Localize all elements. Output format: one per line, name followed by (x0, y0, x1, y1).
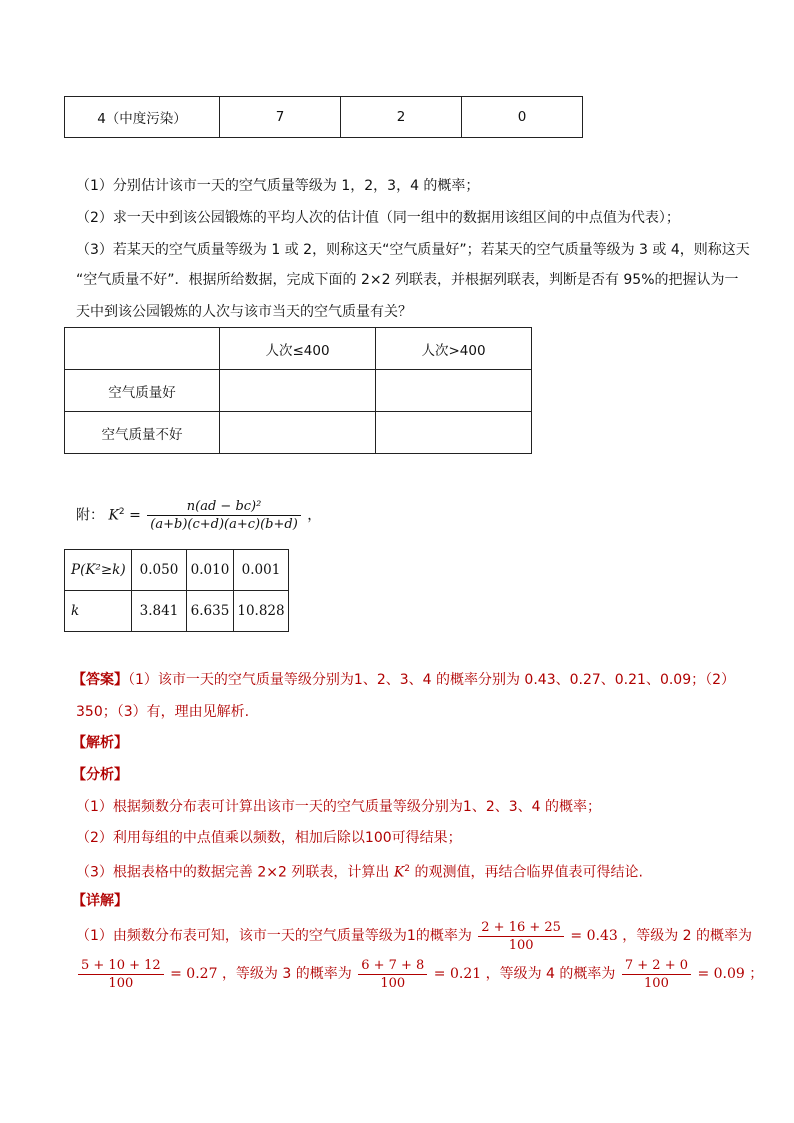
table-cell (376, 412, 532, 454)
table-cell (376, 370, 532, 412)
table-cell: 4（中度污染） (65, 97, 220, 138)
table-cell: 0 (462, 97, 583, 138)
fraction-grade-4 (622, 957, 691, 992)
table-header-cell: 人次>400 (376, 328, 532, 370)
fenxi-tag: 【分析】 (72, 767, 128, 783)
detail-line-1 (76, 917, 752, 955)
fraction-grade-2 (78, 957, 164, 992)
formula-lhs-sup: 2 (118, 506, 125, 517)
question-2: （2）求一天中到该公园锻炼的平均人次的估计值（同一组中的数据用该组区间的中点值为代表）； (76, 210, 680, 226)
fenxi-heading (72, 765, 128, 785)
jiexi-heading (72, 733, 128, 753)
fraction-numerator: 5 + 10 + 12 (78, 957, 164, 975)
answer-line-1 (72, 670, 735, 690)
table-cell: 空气质量不好 (65, 412, 220, 454)
table-cell: 3.841 (132, 591, 187, 632)
table-cell: 2 (341, 97, 462, 138)
question-3-line-3: 天中到该公园锻炼的人次与该市当天的空气质量有关？ (76, 304, 412, 320)
fraction-denominator: 100 (108, 975, 134, 991)
table-header-cell (65, 328, 220, 370)
fraction-grade-3 (358, 957, 427, 992)
question-3-line-2: “空气质量不好”．根据所给数据，完成下面的 2×2 列联表，并根据列联表，判断是否有 95%的把握认为一 (76, 272, 739, 288)
formula-equals: = (129, 507, 141, 524)
k-squared-formula (76, 498, 321, 533)
detail-text-2a: ，等级为 3 的概率为 (221, 966, 352, 982)
table-cell: 6.635 (187, 591, 234, 632)
formula-denominator: (a+b)(c+d)(a+c)(b+d) (150, 517, 298, 532)
question-1: （1）分别估计该市一天的空气质量等级为 1，2，3，4 的概率； (76, 178, 480, 194)
critical-value-table (64, 549, 289, 632)
analysis-line-3 (76, 859, 643, 883)
formula-numerator: n(ad − bc)² (147, 498, 301, 516)
table-cell: k (65, 591, 132, 632)
fraction-denominator: 100 (508, 937, 534, 953)
answer-tag: 【答案】 (72, 672, 128, 688)
table-header-row (65, 328, 532, 370)
table-cell: 0.050 (132, 550, 187, 591)
table-row (65, 97, 583, 138)
table-cell: 0.010 (187, 550, 234, 591)
frequency-table-last-row (64, 96, 583, 138)
fraction-numerator: 6 + 7 + 8 (358, 957, 427, 975)
fraction-numerator: 7 + 2 + 0 (622, 957, 691, 975)
analysis-line-3-a: （3）根据表格中的数据完善 2×2 列联表，计算出 (76, 864, 390, 881)
answer-line-2: 350；（3）有，理由见解析. (76, 704, 250, 720)
table-cell: 0.001 (234, 550, 289, 591)
fraction-denominator: 100 (380, 975, 406, 991)
analysis-k: K (393, 864, 405, 881)
analysis-line-1: （1）根据频数分布表可计算出该市一天的空气质量等级分别为1、2、3、4 的概率； (76, 799, 601, 815)
analysis-line-3-b: 的观测值，再结合临界值表可得结论. (414, 864, 643, 881)
fraction-result: = 0.21 (433, 966, 482, 982)
formula-prefix: 附： (76, 507, 104, 524)
table-cell (220, 370, 376, 412)
jiexi-tag: 【解析】 (72, 735, 128, 751)
contingency-table (64, 327, 532, 454)
fraction-result: = 0.09 (697, 966, 745, 982)
formula-suffix: ， (307, 507, 322, 524)
analysis-k-sup: 2 (404, 864, 411, 874)
answer-text-1: （1）该市一天的空气质量等级分别为1、2、3、4 的概率分别为 0.43、0.27、0.21、0.09；（2） (128, 672, 736, 688)
question-3-line-1: （3）若某天的空气质量等级为 1 或 2，则称这天“空气质量好”；若某天的空气质量等级为 3 或 4，则称这天 (76, 242, 750, 258)
table-row (65, 550, 289, 591)
detail-text-1a: （1）由频数分布表可知，该市一天的空气质量等级为1的概率为 (76, 928, 472, 944)
formula-fraction (147, 498, 301, 533)
xiangjie-tag: 【详解】 (72, 893, 128, 909)
fraction-grade-1 (478, 919, 564, 954)
table-cell: 空气质量好 (65, 370, 220, 412)
table-cell: 7 (220, 97, 341, 138)
fraction-result: = 0.43 (570, 928, 618, 944)
table-header-cell: 人次≤400 (220, 328, 376, 370)
fraction-result: = 0.27 (170, 966, 218, 982)
fraction-denominator: 100 (644, 975, 669, 991)
detail-text-2b: ，等级为 4 的概率为 (485, 966, 616, 982)
table-cell (220, 412, 376, 454)
detail-line-2 (76, 955, 763, 993)
table-cell: P(K²≥k) (65, 550, 132, 591)
analysis-line-2: （2）利用每组的中点值乘以频数，相加后除以100可得结果； (76, 830, 462, 846)
detail-text-1b: ，等级为 2 的概率为 (622, 928, 753, 944)
table-row (65, 412, 532, 454)
table-cell: 10.828 (234, 591, 289, 632)
formula-lhs: K (108, 507, 119, 524)
detail-text-2c: ； (749, 966, 764, 982)
xiangjie-heading (72, 891, 128, 911)
table-row (65, 370, 532, 412)
table-row (65, 591, 289, 632)
fraction-numerator: 2 + 16 + 25 (478, 919, 564, 937)
